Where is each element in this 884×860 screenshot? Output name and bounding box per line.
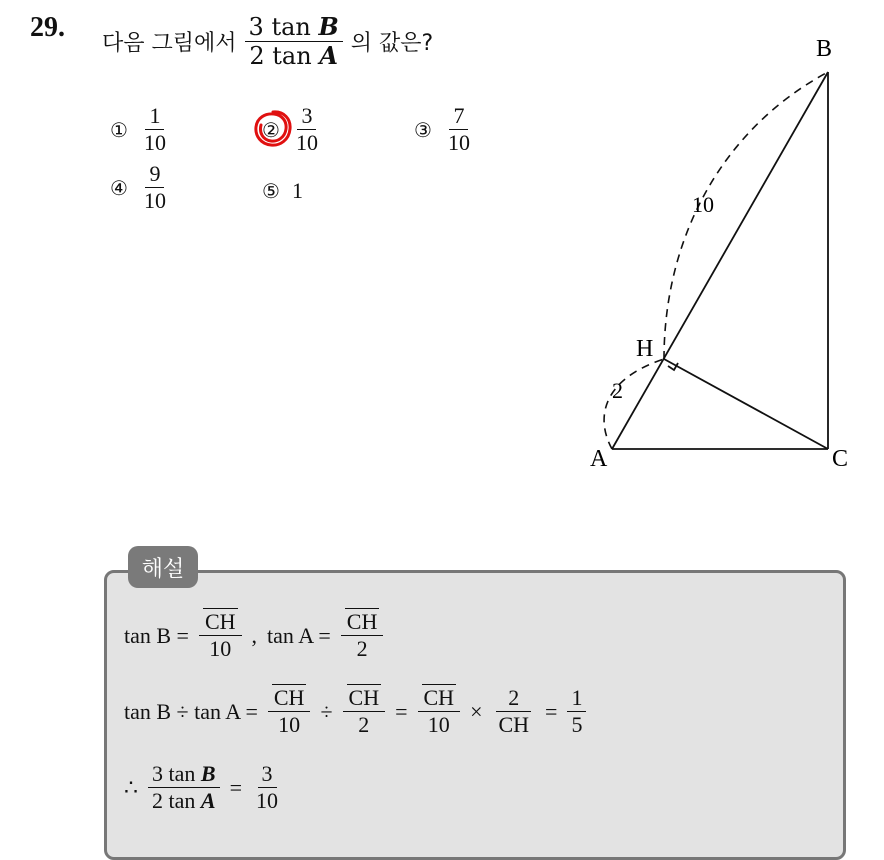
choice-3-mark: ③ — [414, 117, 432, 142]
final-den-var: A — [200, 788, 216, 814]
choice-5-value: 1 — [291, 178, 303, 203]
question-suffix: 의 값은? — [350, 31, 434, 57]
final-numerator — [148, 762, 220, 788]
choice-4-numerator: 9 — [145, 162, 164, 188]
fraction-denominator: 10 — [278, 712, 301, 738]
final-den-text: 2 tan — [152, 788, 196, 814]
final-expression — [148, 762, 220, 813]
choice-1-numerator: 1 — [145, 104, 164, 130]
tan-b-label: tan B = — [124, 622, 189, 648]
final-num-var: B — [200, 761, 216, 786]
division-label: tan B ÷ tan A = — [124, 698, 258, 724]
label-a: A — [590, 446, 608, 472]
segment-ch — [664, 359, 828, 449]
final-result — [252, 762, 282, 813]
question-prefix: 다음 그림에서 — [102, 31, 237, 57]
fraction-ch-10-b — [418, 686, 461, 737]
fraction-ch-2 — [343, 686, 386, 737]
label-h: H — [636, 336, 654, 362]
expr-den-fn: tan — [272, 42, 312, 71]
fraction-numerator: 2 — [504, 686, 523, 712]
final-num-text: 3 tan — [152, 761, 196, 786]
segment-ch-label: CH — [348, 685, 380, 710]
label-length-ah: 2 — [612, 378, 623, 403]
solution-line-1 — [124, 610, 383, 661]
segment-ch-label: CH — [273, 685, 305, 710]
fraction-2-ch — [492, 686, 535, 737]
tan-b-denominator: 10 — [209, 636, 232, 662]
result-numerator: 1 — [567, 686, 586, 712]
choice-2-numerator: 3 — [297, 104, 316, 130]
tan-b-numerator — [199, 610, 242, 636]
result-denominator: 5 — [571, 712, 583, 738]
choice-5-mark: ⑤ — [262, 179, 280, 203]
fraction-ch-10 — [268, 686, 311, 737]
fraction-numerator — [418, 686, 461, 712]
choice-1-denominator: 10 — [143, 130, 166, 156]
fraction-numerator — [268, 686, 311, 712]
expr-den-coef: 2 — [249, 42, 265, 71]
label-length-bh: 10 — [692, 192, 714, 217]
equals-sign: = — [545, 698, 558, 724]
choice-3-numerator: 7 — [449, 104, 468, 130]
label-c: C — [832, 446, 849, 472]
fraction-denominator — [492, 712, 535, 737]
tan-a-label: tan A = — [267, 622, 331, 648]
choice-2-mark-text: ② — [262, 117, 280, 142]
solution-line-3 — [124, 762, 282, 813]
expr-num-var: B — [318, 12, 339, 41]
times-sign: × — [470, 698, 483, 724]
choice-4-mark: ④ — [110, 175, 128, 200]
tan-a-denominator: 2 — [356, 636, 368, 662]
solution-line-2 — [124, 686, 586, 737]
therefore-symbol: ∴ — [124, 774, 138, 800]
equals-sign: = — [395, 698, 408, 724]
fraction-denominator: 2 — [358, 712, 370, 738]
expr-num-fn: tan — [271, 13, 311, 41]
final-denominator — [148, 788, 220, 813]
label-b: B — [816, 36, 833, 62]
choice-3-denominator: 10 — [447, 130, 470, 156]
expr-num-coef: 3 — [248, 13, 264, 41]
fraction-denominator: 10 — [427, 712, 450, 738]
tan-a-fraction — [341, 610, 384, 661]
tan-b-fraction — [199, 610, 242, 661]
separator: , — [251, 622, 258, 648]
expr-den-var: A — [319, 41, 338, 71]
equals-sign: = — [229, 774, 242, 800]
final-result-numerator: 3 — [258, 762, 277, 788]
fraction-result — [567, 686, 586, 737]
fraction-numerator — [343, 686, 386, 712]
choice-1-mark: ① — [110, 117, 128, 142]
segment-ch-label: CH — [498, 712, 530, 738]
segment-ch-label: CH — [423, 685, 455, 710]
final-result-denominator: 10 — [256, 788, 278, 814]
solution-tag: 해설 — [128, 546, 198, 588]
segment-ch-label: CH — [346, 609, 378, 634]
choice-2-denominator: 10 — [295, 130, 318, 156]
tan-a-numerator — [341, 610, 384, 636]
segment-ab — [612, 72, 828, 449]
question-number: 29. — [30, 12, 65, 43]
divide-sign: ÷ — [320, 698, 333, 724]
segment-ch-label: CH — [204, 609, 236, 634]
choice-4-denominator: 10 — [143, 188, 166, 214]
